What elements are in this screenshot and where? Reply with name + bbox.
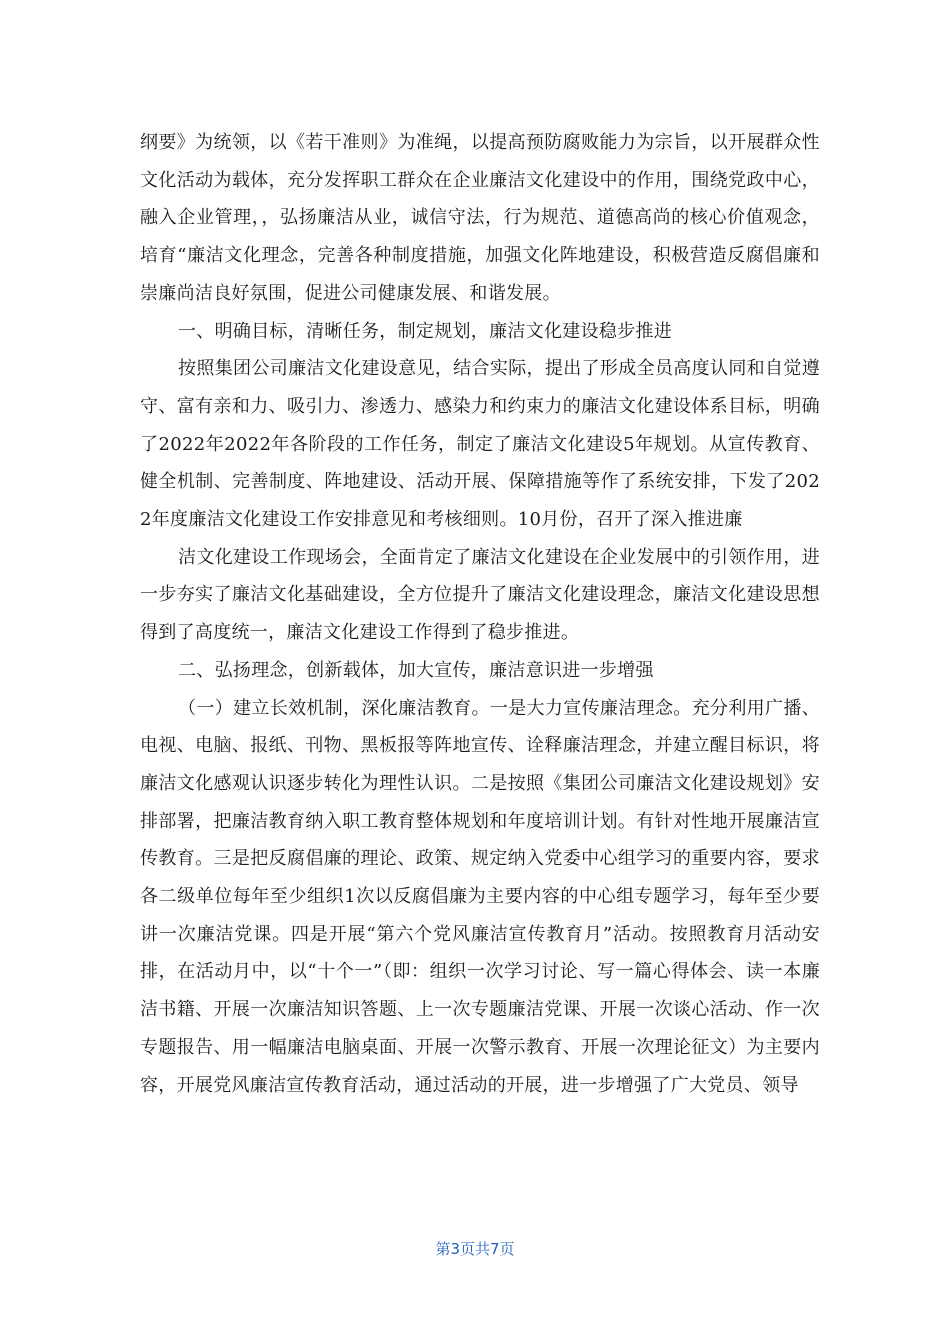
paragraph-goals: 按照集团公司廉洁文化建设意见，结合实际，提出了形成全员高度认同和自觉遵守、富有亲和力、吸引力、渗透力、感染力和约束力的廉洁文化建设体系目标，明确了2022年2022年各阶段的工作任务，制定了廉洁文化建设5年规划。从宣传教育、健全机制、完善制度、阵地建设、活动开展、保障措施等作了系统安排，下发了2022年度廉洁文化建设工作安排意见和考核细则。10月份，召开了深入推进廉	[140, 358, 820, 531]
section-heading-2: 二、弘扬理念，创新载体，加大宣传，廉洁意识进一步增强	[178, 659, 654, 681]
paragraph-meeting: 洁文化建设工作现场会，全面肯定了廉洁文化建设在企业发展中的引领作用，进一步夯实了廉洁文化基础建设，全方位提升了廉洁文化建设理念，廉洁文化建设思想得到了高度统一，廉洁文化建设工作得到了稳步推进。	[140, 546, 820, 644]
section-heading-1: 一、明确目标，清晰任务，制定规划，廉洁文化建设稳步推进	[178, 320, 673, 342]
paragraph-education: （一）建立长效机制，深化廉洁教育。一是大力宣传廉洁理念。充分利用广播、电视、电脑、报纸、刊物、黑板报等阵地宣传、诠释廉洁理念，并建立醒目标识，将廉洁文化感观认识逐步转化为理性认识。二是按照《集团公司廉洁文化建设规划》安排部署，把廉洁教育纳入职工教育整体规划和年度培训计划。有针对性地开展廉洁宣传教育。三是把反腐倡廉的理论、政策、规定纳入党委中心组学习的重要内容，要求各二级单位每年至少组织1次以反腐倡廉为主要内容的中心组专题学习，每年至少要讲一次廉洁党课。四是开展“第六个党风廉洁宣传教育月”活动。按照教育月活动安排，在活动月中，以“十个一”（即：组织一次学习讨论、写一篇心得体会、读一本廉洁书籍、开展一次廉洁知识答题、上一次专题廉洁党课、开展一次谈心活动、作一次专题报告、用一幅廉洁电脑桌面、开展一次警示教育、开展一次理论征文）为主要内容，开展党风廉洁宣传教育活动，通过活动的开展，进一步增强了广大党员、领导	[140, 697, 820, 1096]
paragraph-continuation: 纲要》为统领，以《若干准则》为准绳，以提高预防腐败能力为宗旨，以开展群众性文化活动为载体，充分发挥职工群众在企业廉洁文化建设中的作用，围绕党政中心，融入企业管理，，弘扬廉洁从业，诚信守法，行为规范、道德高尚的核心价值观念，培育“廉洁文化理念，完善各种制度措施，加强文化阵地建设，积极营造反腐倡廉和崇廉尚洁良好氛围，促进公司健康发展、和谐发展。	[140, 132, 820, 304]
document-body	[140, 124, 820, 1104]
page-number-footer: 第3页共7页	[435, 1240, 515, 1258]
